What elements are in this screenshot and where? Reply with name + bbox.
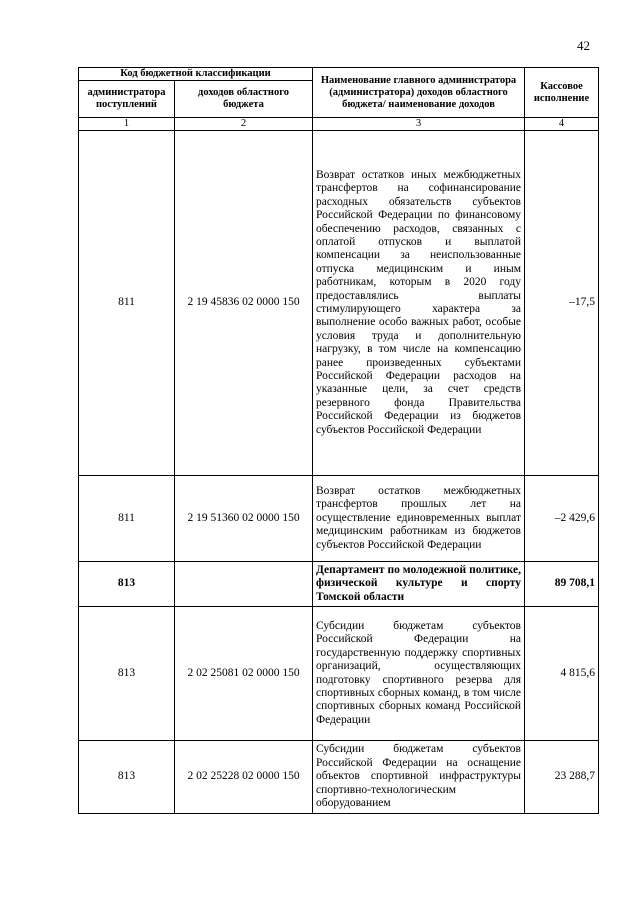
column-number: 1 xyxy=(79,118,175,131)
cash-amount: 23 288,7 xyxy=(525,741,599,814)
column-number: 4 xyxy=(525,118,599,131)
income-name: Возврат остатков иных межбюджетных трансфертов на софинансирование расходных обязательств субъектов Российской Федерации по финансовому обеспечению расходов, связанных с оплатой отпусков и выплатой компенсации за неиспользованные отпуска медицинским и иным работникам, которым в 2020 году предоставлялись выплаты стимулирующего характера за выполнение особо важных работ, особые условия труда и дополнительную нагрузку, в том числе на компенсацию ранее произведенных субъектами Российской Федерации расходов на указанные цели, за счет средств резервного фонда Правительства Российской Федерации из бюджетов субъектов Российской Федерации xyxy=(313,131,525,476)
header-cash-execution: Кассовое исполнение xyxy=(525,68,599,118)
admin-code: 813 xyxy=(79,607,175,741)
column-number: 3 xyxy=(313,118,525,131)
income-name: Возврат остатков межбюджетных трансфертов прошлых лет на осуществление единовременных выплат медицинским работникам из бюджетов субъектов Российской Федерации xyxy=(313,476,525,562)
table-row xyxy=(79,131,599,476)
header-income-code: доходов областного бюджета xyxy=(175,81,313,118)
income-code: 2 19 45836 02 0000 150 xyxy=(175,131,313,476)
header-admin: администратора поступлений xyxy=(79,81,175,118)
header-name: Наименование главного администратора (администратора) доходов областного бюджета/ наименование доходов xyxy=(313,68,525,118)
cash-amount: –2 429,6 xyxy=(525,476,599,562)
column-number-row xyxy=(79,118,599,131)
cash-amount: –17,5 xyxy=(525,131,599,476)
admin-code: 811 xyxy=(79,131,175,476)
income-code: 2 02 25228 02 0000 150 xyxy=(175,741,313,814)
income-code: 2 19 51360 02 0000 150 xyxy=(175,476,313,562)
budget-table xyxy=(78,67,599,814)
admin-code: 813 xyxy=(79,741,175,814)
header-classification-code: Код бюджетной классификации xyxy=(79,68,313,81)
income-name: Субсидии бюджетам субъектов Российской Федерации на оснащение объектов спортивной инфраструктуры спортивно-технологическим оборудованием xyxy=(313,741,525,814)
header-row-1 xyxy=(79,68,599,81)
table-row xyxy=(79,476,599,562)
admin-code: 811 xyxy=(79,476,175,562)
income-name: Субсидии бюджетам субъектов Российской Федерации на государственную поддержку спортивных организаций, осуществляющих подготовку спортивного резерва для спортивных сборных команд, в том числе спортивных сборных команд Российской Федерации xyxy=(313,607,525,741)
page-number: 42 xyxy=(577,38,590,53)
table-row xyxy=(79,607,599,741)
department-name: Департамент по молодежной политике, физической культуре и спорту Томской области xyxy=(313,562,525,607)
table-row xyxy=(79,741,599,814)
department-row xyxy=(79,562,599,607)
cash-amount: 4 815,6 xyxy=(525,607,599,741)
income-code xyxy=(175,562,313,607)
cash-amount: 89 708,1 xyxy=(525,562,599,607)
column-number: 2 xyxy=(175,118,313,131)
income-code: 2 02 25081 02 0000 150 xyxy=(175,607,313,741)
admin-code: 813 xyxy=(79,562,175,607)
